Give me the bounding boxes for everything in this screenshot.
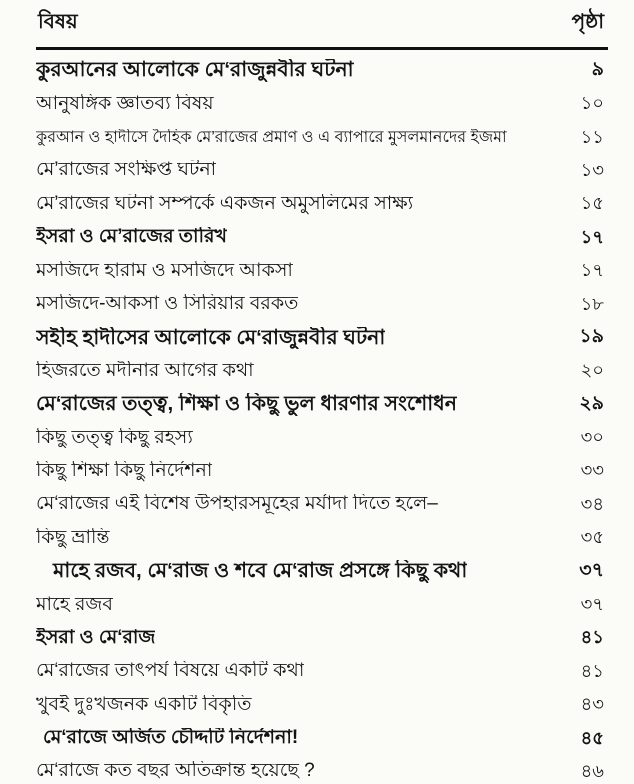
toc-entry-page: ১০ [580, 93, 604, 114]
toc-entry-title: সহীহ হাদীসের আলোকে মে‘রাজুন্নবীর ঘটনা [36, 326, 386, 349]
toc-entry-title: কিছু শিক্ষা কিছু নির্দেশনা [36, 460, 213, 481]
toc-row [36, 321, 604, 354]
toc-entry-title: মে‘রাজে কত বছর অতিক্রান্ত হয়েছে ? [36, 761, 315, 782]
toc-entry-title: ইসরা ও মে‘রাজ [36, 627, 156, 648]
toc-entry-page: ৩০ [580, 427, 604, 448]
toc-entry-page: ৪৫ [580, 727, 604, 748]
toc-row [36, 288, 604, 321]
toc-entry-page: ৩৫ [580, 527, 604, 548]
toc-entry-page: ১৯ [579, 326, 604, 348]
toc-entry-title: হিজরতে মদীনার আগের কথা [36, 360, 254, 381]
toc-row [36, 755, 604, 784]
toc-entry-title: কিছু ভ্রান্তি [36, 527, 110, 548]
toc-entry-page: ৩৪ [580, 493, 604, 514]
toc-row [36, 121, 604, 154]
toc-entry-title: কিছু তত্ত্ব কিছু রহস্য [36, 427, 193, 448]
page-column-label: পৃষ্ঠা [571, 11, 604, 33]
toc-entry-page: ৪৩ [580, 694, 604, 715]
toc-entry-title: মে’রাজের ঘটনা সম্পর্কে একজন অমুসলিমের সাক্ষ্য [36, 193, 414, 214]
toc-row [36, 54, 604, 87]
toc-row [36, 455, 604, 488]
toc-entry-page: ১৩ [580, 159, 604, 180]
toc-entry-title: মে’রাজের সংক্ষিপ্ত ঘটনা [36, 160, 217, 181]
toc-entry-title: মসজিদে হারাম ও মসজিদে আকসা [36, 260, 293, 281]
subject-column-label: বিষয় [38, 11, 78, 33]
toc-entry-title: মে‘রাজের তত্ত্ব, শিক্ষা ও কিছু ভুল ধারণার সংশোধন [36, 393, 457, 416]
toc-entry-title: মাহে রজব, মে‘রাজ ও শবে মে‘রাজ প্রসঙ্গে কিছু কথা [53, 560, 468, 583]
toc-entry-page: ১৭ [580, 226, 604, 247]
toc-row [36, 655, 604, 688]
toc-entry-title: মসজিদে-আকসা ও সিরিয়ার বরকত [36, 293, 299, 314]
toc-row [36, 521, 604, 554]
toc-entry-page: ৪১ [580, 627, 604, 648]
toc-entry-page: ৩৭ [580, 594, 604, 615]
toc-entry-title: কুরআন ও হাদীসে দৈহিক মে’রাজের প্রমাণ ও এ ব্যাপারে মুসলমানদের ইজমা [36, 128, 507, 146]
toc-entry-page: ১১ [580, 126, 604, 147]
toc-entry-page: ১৭ [580, 260, 604, 281]
toc-entry-page: ১৮ [580, 293, 604, 314]
toc-row [36, 188, 604, 221]
toc-entry-page: ৪৬ [580, 761, 604, 781]
toc-list [36, 50, 604, 784]
toc-row [36, 388, 604, 421]
toc-entry-page: ৪১ [580, 660, 604, 681]
toc-entry-title: আনুষঙ্গিক জ্ঞাতব্য বিষয় [36, 93, 214, 114]
toc-entry-title: ইসরা ও মে’রাজের তারিখ [36, 227, 227, 248]
toc-entry-title: মে‘রাজে অর্জিত চৌদ্দটি নির্দেশনা! [43, 728, 299, 749]
toc-row [36, 87, 604, 120]
toc-entry-page: ৩৩ [580, 460, 604, 481]
toc-entry-page: ২০ [580, 360, 604, 381]
toc-entry-title: খুবই দুঃখজনক একটি বিকৃতি [36, 694, 252, 715]
toc-row [36, 154, 604, 187]
toc-row [36, 588, 604, 621]
toc-entry-title: মে‘রাজের এই বিশেষ উপহারসমূহের মর্যাদা দিতে হলে– [36, 494, 438, 515]
toc-entry-title: মে‘রাজের তাৎপর্য বিষয়ে একটি কথা [36, 661, 305, 682]
toc-row [36, 688, 604, 721]
toc-row [36, 488, 604, 521]
toc-row [36, 622, 604, 655]
toc-row [36, 421, 604, 454]
toc-header [36, 5, 608, 50]
toc-entry-page: ৯ [591, 59, 604, 81]
toc-entry-page: ১৫ [580, 193, 604, 214]
toc-entry-page: ৩৭ [579, 560, 604, 582]
toc-entry-title: কুরআনের আলোকে মে‘রাজুন্নবীর ঘটনা [36, 59, 354, 82]
toc-row [36, 555, 604, 588]
toc-row [36, 355, 604, 388]
toc-row [36, 221, 604, 254]
toc-row [36, 722, 604, 755]
toc-row [36, 254, 604, 287]
toc-entry-page: ২৯ [579, 393, 604, 415]
toc-entry-title: মাহে রজব [36, 594, 113, 615]
